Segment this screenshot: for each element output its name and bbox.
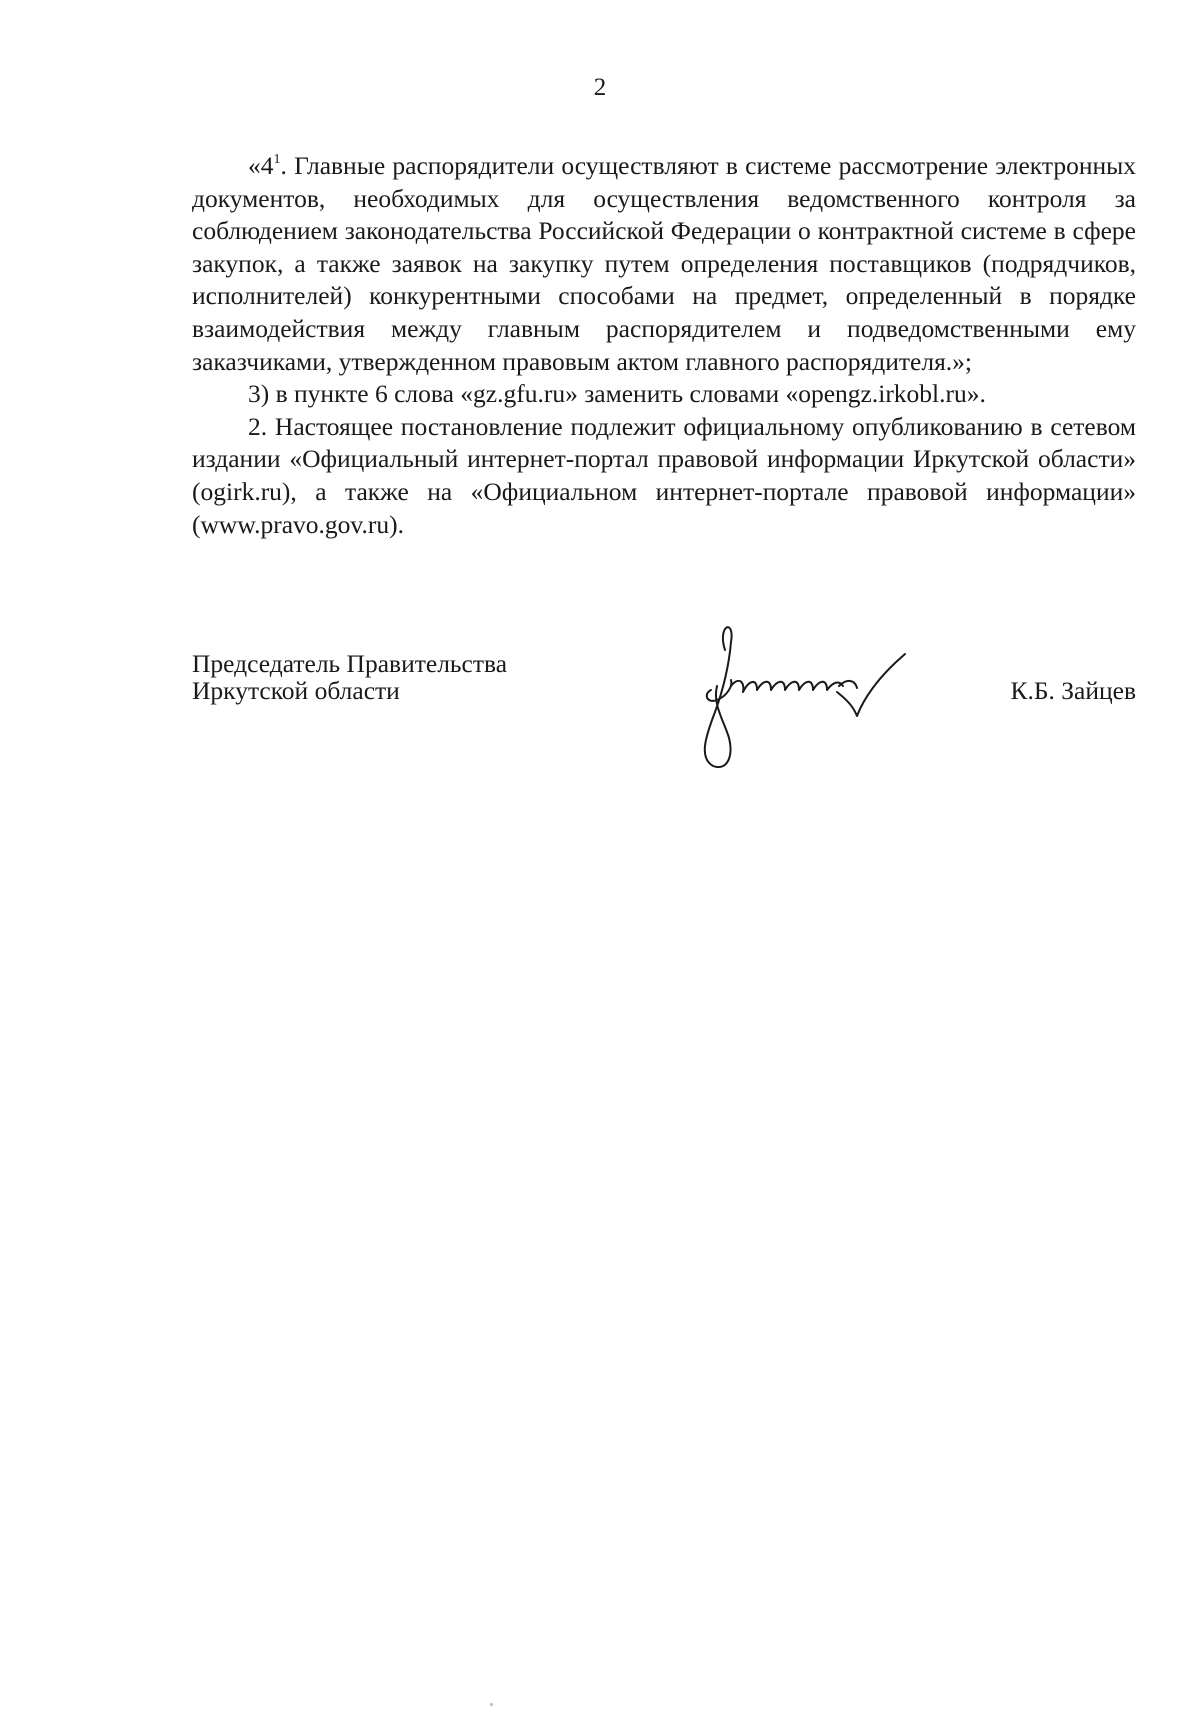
signer-name: К.Б. Зайцев [1010,676,1136,705]
signer-title-line-2: Иркутской области [192,676,400,705]
paragraph-item-2-publication: 2. Настоящее постановление подлежит официальному опубликованию в сетевом издании «Официальный интернет-портал правовой информации Иркутской области» (ogirk.ru), а также на «Официальном интернет-портале правовой информации» (www.pravo.gov.ru). [192,411,1136,539]
document-body [192,150,1136,541]
superscript-index: 1 [273,152,281,167]
paragraph-open: «4 [248,151,274,180]
signature-block [192,650,1136,770]
scan-speck [490,1703,493,1706]
handwritten-signature [687,620,917,770]
paragraph-item-4-1 [192,150,1136,378]
paragraph-text: . Главные распорядители осуществляют в системе рассмотрение электронных документов, необходимых для осуществления ведомственного контроля за соблюдением законодательства Российской Федерации о контрактной системе в сфере закупок, а также заявок на закупку путем определения поставщиков (подрядчиков, исполнителей) конкурентными способами на предмет, определенный в порядке взаимодействия между главным распорядителем и подведомственными ему заказчиками, утвержденном правовым актом главного распорядителя.»; [192,151,1136,376]
signer-title-line-1: Председатель Правительства [192,649,508,678]
signer-title [192,650,507,704]
page-number: 2 [593,74,607,101]
paragraph-item-3: 3) в пункте 6 слова «gz.gfu.ru» заменить словами «opengz.irkobl.ru». [248,379,986,409]
